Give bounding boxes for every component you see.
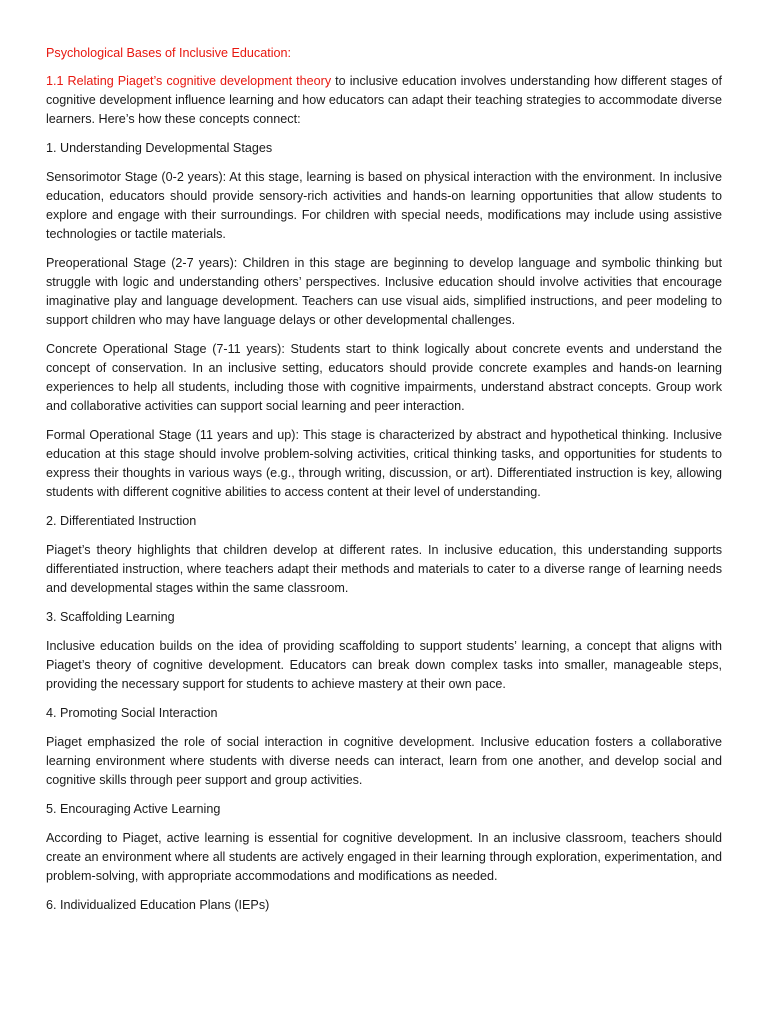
section-heading-4: 4. Promoting Social Interaction bbox=[46, 706, 218, 720]
social-interaction-paragraph: Piaget emphasized the role of social interaction in cognitive development. Inclusive education fosters a collaborative learning environment where students with diverse needs can interact, learn from one another, and develop social and cognitive skills through peer support and group activities. bbox=[46, 735, 722, 787]
section-heading-6: 6. Individualized Education Plans (IEPs) bbox=[46, 898, 270, 912]
formal-operational-paragraph: Formal Operational Stage (11 years and up): This stage is characterized by abstract and hypothetical thinking. Inclusive education at this stage should involve problem-solving activities, critical thinking tasks, and opportunities for students to express their thoughts in various ways (e.g., through writing, discussion, or art). Differentiated instruction is key, allowing students with different cognitive abilities to access content at their level of understanding. bbox=[46, 428, 722, 499]
section-heading-1: 1. Understanding Developmental Stages bbox=[46, 141, 273, 155]
preoperational-paragraph: Preoperational Stage (2-7 years): Children in this stage are beginning to develop language and symbolic thinking but struggle with logic and understanding others’ perspectives. Inclusive education should involve activities that encourage imaginative play and language development. Teachers can use visual aids, simplified instructions, and peer modeling to support children who may have language delays or other developmental challenges. bbox=[46, 256, 722, 327]
concrete-operational-paragraph: Concrete Operational Stage (7-11 years): Students start to think logically about concrete events and understand the concept of conservation. In an inclusive setting, educators should provide concrete examples and hands-on learning experiences to help all students, including those with cognitive impairments, understand abstract concepts. Group work and collaborative activities can support social learning and peer interaction. bbox=[46, 342, 722, 413]
differentiated-instruction-paragraph: Piaget’s theory highlights that children develop at different rates. In inclusive education, this understanding supports differentiated instruction, where teachers adapt their methods and materials to cater to a diverse range of learning needs and developmental stages within the same classroom. bbox=[46, 543, 722, 595]
section-heading-3: 3. Scaffolding Learning bbox=[46, 610, 175, 624]
section-heading-5: 5. Encouraging Active Learning bbox=[46, 802, 221, 816]
intro-paragraph bbox=[46, 72, 722, 129]
scaffolding-paragraph: Inclusive education builds on the idea of providing scaffolding to support students’ learning, a concept that aligns with Piaget’s theory of cognitive development. Educators can break down complex tasks into smaller, manageable steps, providing the necessary support for students to achieve mastery at their own pace. bbox=[46, 639, 722, 691]
intro-highlight: 1.1 Relating Piaget’s cognitive development theory bbox=[46, 74, 332, 88]
section-heading-2: 2. Differentiated Instruction bbox=[46, 514, 197, 528]
intro-text: to inclusive education involves understanding how different stages of cognitive development influence learning and how educators can adapt their teaching strategies to accommodate diverse learners. Here’s how these concepts connect: bbox=[46, 74, 723, 126]
document-title: Psychological Bases of Inclusive Education: bbox=[46, 46, 292, 60]
sensorimotor-paragraph: Sensorimotor Stage (0-2 years): At this stage, learning is based on physical interaction with the environment. In inclusive education, educators should provide sensory-rich activities and hands-on learning opportunities that allow students to explore and engage with their surroundings. For children with special needs, modifications may include using assistive technologies or tactile materials. bbox=[46, 170, 722, 241]
active-learning-paragraph: According to Piaget, active learning is essential for cognitive development. In an inclusive classroom, teachers should create an environment where all students are actively engaged in their learning through exploration, experimentation, and problem-solving, with appropriate accommodations and modifications as needed. bbox=[46, 831, 722, 883]
